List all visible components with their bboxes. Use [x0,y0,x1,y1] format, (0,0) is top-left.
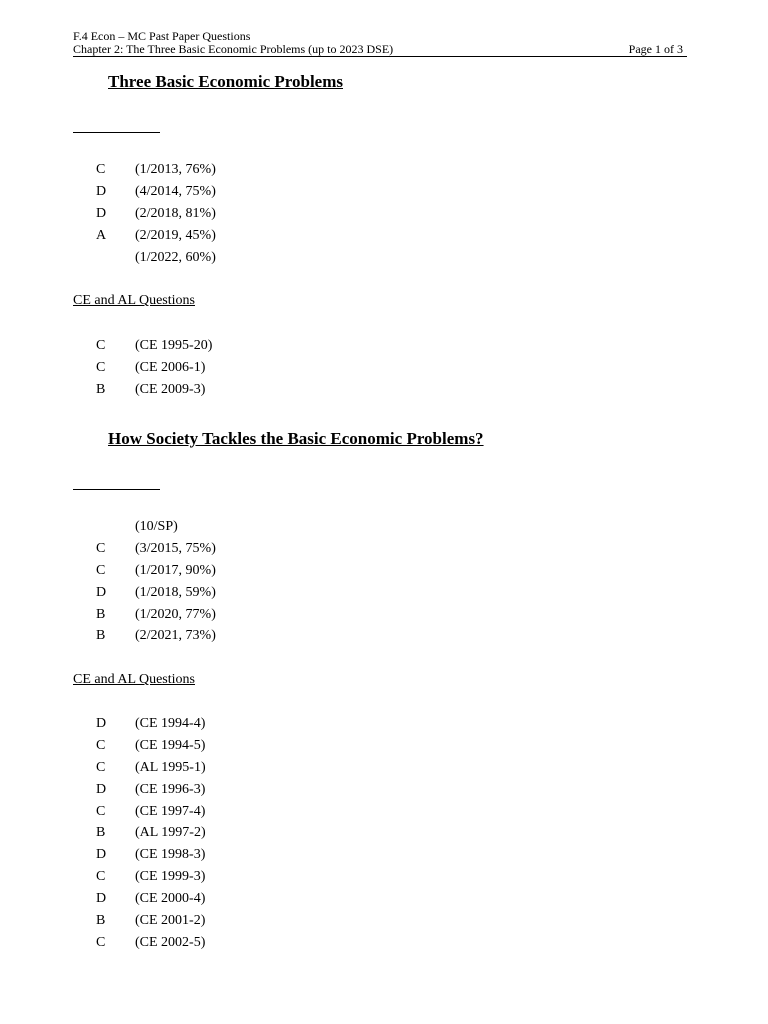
question-reference: (CE 1996-3) [135,781,206,797]
question-reference: (CE 1998-3) [135,847,206,863]
answer-letter: B [96,628,106,644]
question-reference: (CE 1995-20) [135,338,213,353]
chapter-title: Chapter 2: The Three Basic Economic Problems (up to 2023 DSE) [73,42,394,56]
question-reference: (AL 1997-2) [135,825,206,841]
question-reference: (2/2018, 81%) [135,205,216,221]
blank-line [73,489,160,490]
question-row [73,932,373,954]
question-row [73,225,373,247]
answer-letter: B [96,606,106,622]
answer-letter: C [96,869,106,885]
question-list [73,335,373,401]
answer-letter: C [96,803,106,819]
answer-letter: C [96,562,106,578]
course-title: F.4 Econ – MC Past Paper Questions [73,29,251,43]
answer-letter: D [96,781,107,797]
answer-letter: C [96,540,106,556]
question-row [73,247,373,269]
question-reference: (1/2018, 59%) [135,584,216,600]
question-reference: (1/2020, 77%) [135,606,216,622]
answer-letter: A [96,227,107,243]
question-reference: (1/2017, 90%) [135,562,216,578]
ce-al-heading: CE and AL Questions [73,293,195,308]
question-row [73,538,373,560]
question-list [73,159,373,268]
question-row [73,357,373,379]
question-row [73,604,373,626]
question-reference: (2/2021, 73%) [135,628,216,644]
answer-letter: C [96,737,106,753]
question-reference: (CE 2000-4) [135,891,206,907]
question-row [73,757,373,779]
question-reference: (CE 2006-1) [135,359,206,375]
question-list [73,713,373,954]
answer-letter: D [96,847,107,863]
question-row [73,516,373,538]
answer-letter: D [96,891,107,907]
question-reference: (AL 1995-1) [135,759,206,775]
question-row [73,181,373,203]
answer-letter: D [96,183,107,199]
question-row [73,335,373,357]
question-reference: (1/2013, 76%) [135,162,216,177]
answer-letter: D [96,205,107,221]
question-reference: (10/SP) [135,519,178,534]
question-row [73,888,373,910]
chapter-row [73,43,687,57]
question-row [73,713,373,735]
page-header [73,30,687,57]
question-row [73,866,373,888]
question-row [73,560,373,582]
answer-letter: B [96,825,106,841]
question-row [73,735,373,757]
answer-letter: C [96,338,106,353]
question-row [73,582,373,604]
question-reference: (CE 2001-2) [135,913,206,929]
question-reference: (CE 1994-5) [135,737,206,753]
question-list [73,516,373,647]
question-reference: (CE 1997-4) [135,803,206,819]
blank-line [73,132,160,133]
question-row [73,625,373,647]
ce-al-heading: CE and AL Questions [73,672,195,687]
question-reference: (CE 1994-4) [135,716,206,731]
question-row [73,203,373,225]
question-reference: (4/2014, 75%) [135,183,216,199]
answer-letter: B [96,913,106,929]
question-row [73,379,373,401]
page-number: Page 1 of 3 [628,42,683,56]
answer-letter: C [96,359,106,375]
answer-letter: B [96,381,106,397]
question-reference: (3/2015, 75%) [135,540,216,556]
question-reference: (CE 2009-3) [135,381,206,397]
question-reference: (CE 1999-3) [135,869,206,885]
question-reference: (CE 2002-5) [135,934,206,950]
answer-letter: C [96,759,106,775]
question-row [73,159,373,181]
question-row [73,910,373,932]
question-reference: (2/2019, 45%) [135,227,216,243]
question-reference: (1/2022, 60%) [135,249,216,265]
answer-letter: D [96,584,107,600]
question-row [73,801,373,823]
question-row [73,822,373,844]
question-row [73,844,373,866]
section-title-three-basic-problems: Three Basic Economic Problems [108,72,343,91]
question-row [73,779,373,801]
section-title-society-tackles: How Society Tackles the Basic Economic Problems? [108,429,484,448]
answer-letter: C [96,934,106,950]
answer-letter: D [96,716,107,731]
answer-letter: C [96,162,106,177]
